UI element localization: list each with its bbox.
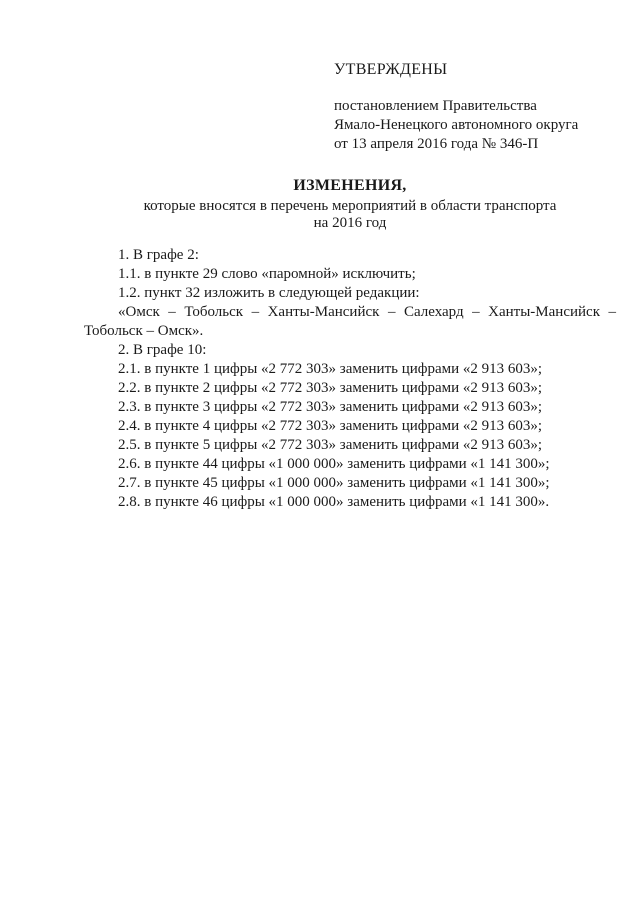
approval-title: УТВЕРЖДЕНЫ [334,61,448,78]
item-2-2: 2.2. в пункте 2 цифры «2 772 303» заменить цифрами «2 913 603»; [118,380,543,396]
item-2-6: 2.6. в пункте 44 цифры «1 000 000» заменить цифрами «1 141 300»; [118,456,550,472]
item-2-4: 2.4. в пункте 4 цифры «2 772 303» заменить цифрами «2 913 603»; [118,418,543,434]
heading-subtitle-line-2: на 2016 год [313,215,387,231]
approval-block [334,60,634,154]
route-line-1: «Омск – Тобольск – Ханты-Мансийск – Салехард – Ханты-Мансийск – [118,304,616,320]
route-line-2: Тобольск – Омск». [84,323,204,339]
document-body [84,246,616,512]
document-heading [60,176,640,232]
item-2: 2. В графе 10: [118,342,207,358]
item-2-7: 2.7. в пункте 45 цифры «1 000 000» заменить цифрами «1 141 300»; [118,475,550,491]
approval-line-date: от 13 апреля 2016 года № 346-П [334,136,539,152]
heading-subtitle-line-1: которые вносятся в перечень мероприятий в области транспорта [143,198,557,214]
item-2-8: 2.8. в пункте 46 цифры «1 000 000» заменить цифрами «1 141 300». [118,494,550,510]
item-2-3: 2.3. в пункте 3 цифры «2 772 303» заменить цифрами «2 913 603»; [118,399,543,415]
item-1: 1. В графе 2: [118,247,199,263]
item-2-1: 2.1. в пункте 1 цифры «2 772 303» заменить цифрами «2 913 603»; [118,361,543,377]
item-1-2: 1.2. пункт 32 изложить в следующей редакции: [118,285,420,301]
item-2-5: 2.5. в пункте 5 цифры «2 772 303» заменить цифрами «2 913 603»; [118,437,543,453]
approval-line-decree: постановлением Правительства [334,98,537,114]
approval-line-region: Ямало-Ненецкого автономного округа [334,117,579,133]
heading-title: ИЗМЕНЕНИЯ, [293,177,407,194]
item-1-1: 1.1. в пункте 29 слово «паромной» исключить; [118,266,416,282]
